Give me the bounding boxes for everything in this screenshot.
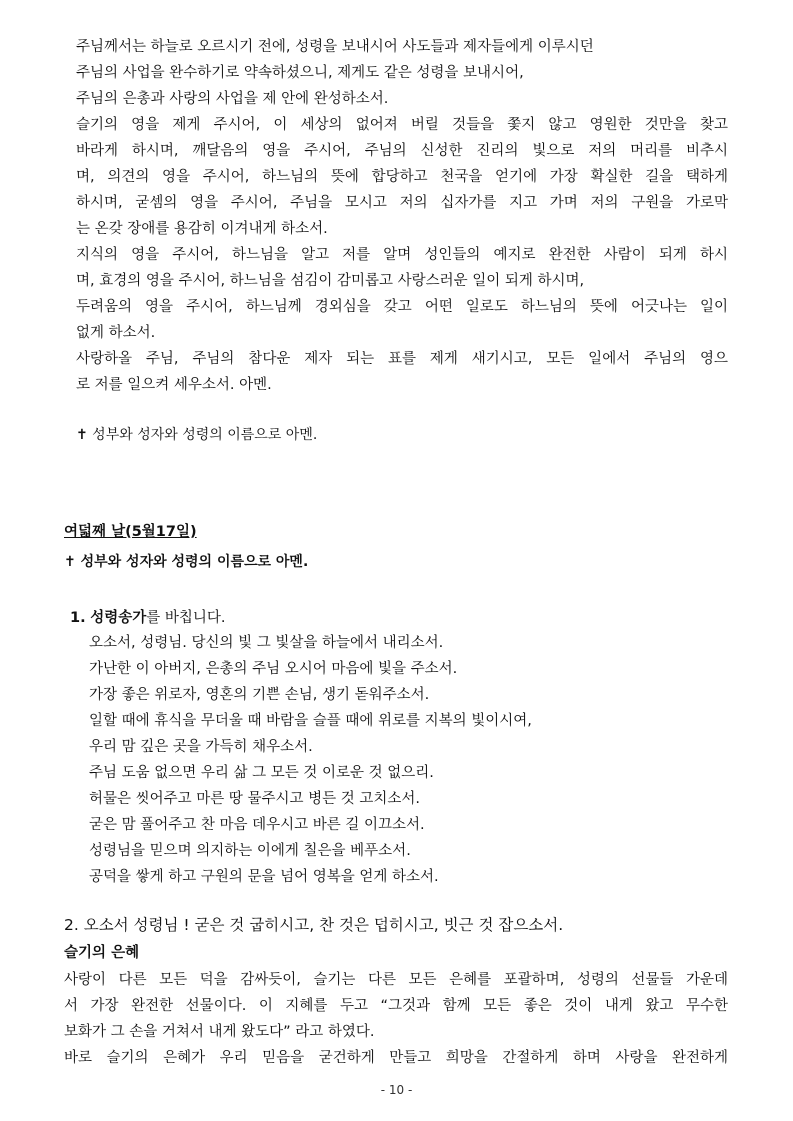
body-line: 사랑이 다른 모든 덕을 감싸듯이, 슬기는 다른 모든 은혜를 포괄하며, 성령의 선물들 가운데 xyxy=(64,972,728,988)
hymn-line: 가난한 이 아버지, 은총의 주님 오시어 마음에 빛을 주소서. xyxy=(89,661,458,677)
opening-sign: ✝ 성부와 성자와 성령의 이름으로 아멘. xyxy=(64,554,309,570)
prayer-line: 지식의 영을 주시어, 하느님을 알고 저를 알며 성인들의 예지로 완전한 사람이 되게 하시 xyxy=(76,247,728,263)
closing-sign: ✝ 성부와 성자와 성령의 이름으로 아멘. xyxy=(76,427,318,443)
section1-title-bold: 성령송가 xyxy=(90,610,147,626)
hymn-line: 오소서, 성령님. 당신의 빛 그 빛살을 하늘에서 내리소서. xyxy=(89,635,444,651)
hymn-line: 가장 좋은 위로자, 영혼의 기쁜 손님, 생기 돋워주소서. xyxy=(89,687,430,703)
prayer-line: 로 저를 일으켜 세우소서. 아멘. xyxy=(76,377,272,393)
prayer-line: 두려움의 영을 주시어, 하느님께 경외심을 갖고 어떤 일로도 하느님의 뜻에 어긋나는 일이 xyxy=(76,299,728,315)
hymn-line: 일할 때에 휴식을 무더울 때 바람을 슬플 때에 위로를 지복의 빛이시여, xyxy=(89,713,532,729)
hymn-line: 허물은 씻어주고 마른 땅 물주시고 병든 것 고치소서. xyxy=(89,791,421,807)
hymn-line: 공덕을 쌓게 하고 구원의 문을 넘어 영복을 얻게 하소서. xyxy=(89,869,439,885)
section1-heading xyxy=(70,605,226,631)
prayer-line: 슬기의 영을 제게 주시어, 이 세상의 없어져 버릴 것들을 쫓지 않고 영원한 것만을 찾고 xyxy=(76,117,728,133)
section2-subheading: 슬기의 은혜 xyxy=(64,945,140,961)
section1-title-rest: 를 바칩니다. xyxy=(146,610,226,626)
page-number: - 10 - xyxy=(380,1083,413,1097)
section2-heading: 2. 오소서 성령님 ! 굳은 것 굽히시고, 찬 것은 덥히시고, 빗근 것 잡으소서. xyxy=(64,916,564,934)
prayer-line: 하시며, 굳셈의 영을 주시어, 주님을 모시고 저의 십자가를 지고 가며 저의 구원을 가로막 xyxy=(76,195,728,211)
prayer-line: 며, 의견의 영을 주시어, 하느님의 뜻에 합당하고 천국을 얻기에 가장 확실한 길을 택하게 xyxy=(76,169,728,185)
prayer-line: 없게 하소서. xyxy=(76,325,156,341)
prayer-line: 바라게 하시며, 깨달음의 영을 주시어, 주님의 신성한 진리의 빛으로 저의 머리를 비추시 xyxy=(76,143,728,159)
prayer-line: 주님의 은총과 사랑의 사업을 제 안에 완성하소서. xyxy=(76,91,389,107)
day-title: 여덟째 날(5월17일) xyxy=(64,524,197,540)
section1-number: 1. xyxy=(70,610,86,626)
hymn-line: 우리 맘 깊은 곳을 가득히 채우소서. xyxy=(89,739,313,755)
hymn-line: 성령님을 믿으며 의지하는 이에게 칠은을 베푸소서. xyxy=(89,843,411,859)
prayer-line: 주님의 사업을 완수하기로 약속하셨으니, 제게도 같은 성령을 보내시어, xyxy=(76,65,524,81)
prayer-line: 주님께서는 하늘로 오르시기 전에, 성령을 보내시어 사도들과 제자들에게 이루시던 xyxy=(76,39,594,55)
body-line: 보화가 그 손을 거쳐서 내게 왔도다” 라고 하였다. xyxy=(64,1024,375,1040)
hymn-line: 주님 도움 없으면 우리 삶 그 모든 것 이로운 것 없으리. xyxy=(89,765,434,781)
prayer-line: 며, 효경의 영을 주시어, 하느님을 섬김이 감미롭고 사랑스러운 일이 되게 하시며, xyxy=(76,273,585,289)
hymn-line: 굳은 맘 풀어주고 찬 마음 데우시고 바른 길 이끄소서. xyxy=(89,817,425,833)
prayer-line: 사랑하올 주님, 주님의 참다운 제자 되는 표를 제게 새기시고, 모든 일에서 주님의 영으 xyxy=(76,351,728,367)
body-line: 바로 슬기의 은혜가 우리 믿음을 굳건하게 만들고 희망을 간절하게 하며 사랑을 완전하게 xyxy=(64,1050,728,1066)
body-line: 서 가장 완전한 선물이다. 이 지혜를 두고 “그것과 함께 모든 좋은 것이 내게 왔고 무수한 xyxy=(64,998,728,1014)
prayer-line: 는 온갖 장애를 용감히 이겨내게 하소서. xyxy=(76,221,328,237)
